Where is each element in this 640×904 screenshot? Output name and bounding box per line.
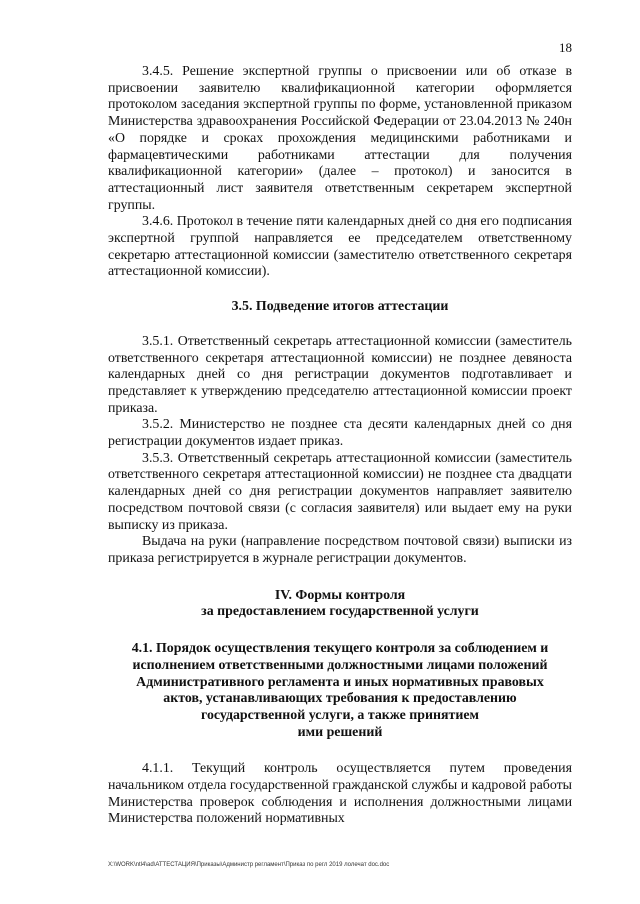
heading-4-1-line4: актов, устанавливающих требования к предоставлению bbox=[163, 691, 517, 707]
heading-4-1-line3: Административного регламента и иных нормативных правовых bbox=[136, 674, 544, 690]
footer-file-path: X:\WORK\ntl4\ad\АТТЕСТАЦИЯ\Приказы\Администр регламент\Приказ по регл 2019 лолечат doc.doc bbox=[108, 862, 390, 868]
paragraph-3-5-3: 3.5.3. Ответственный секретарь аттестационной комиссии (заместитель ответственного секретаря аттестационной комиссии) не позднее ста двадцати календарных дней со дня регистрации документов направляет заявителю посредством почтовой связи (с согласия заявителя) или выдает ему на руки выписку из приказа. bbox=[108, 450, 572, 533]
document-body bbox=[108, 64, 572, 828]
heading-4-1-line2: исполнением ответственными должностными лицами положений bbox=[132, 657, 548, 673]
page-number: 18 bbox=[559, 40, 572, 55]
heading-iv-line2: за предоставлением государственной услуги bbox=[201, 604, 479, 620]
paragraph-4-1-1: 4.1.1. Текущий контроль осуществляется путем проведения начальником отдела государственной гражданской службы и кадровой работы Министерства проверок соблюдения и исполнения должностными лицами Министерства положений нормативных bbox=[108, 761, 572, 827]
heading-4-1-line1: 4.1. Порядок осуществления текущего контроля за соблюдением и bbox=[131, 641, 549, 657]
paragraph-3-4-5: 3.4.5. Решение экспертной группы о присвоении или об отказе в присвоении заявителю квалификационной категории оформляется протоколом заседания экспертной группы по форме, установленной приказом Министерства здравоохранения Российской Федерации от 23.04.2013 № 240н «О порядке и сроках прохождения медицинскими работниками и фармацевтическими работниками аттестации для получения квалификационной категории» (далее – протокол) и заносится в аттестационный лист заявителя ответственным секретарем экспертной группы. bbox=[108, 64, 572, 213]
heading-4-1-line5: государственной услуги, а также принятием bbox=[200, 707, 479, 723]
paragraph-3-4-6: 3.4.6. Протокол в течение пяти календарных дней со дня его подписания экспертной группой направляется ее председателем ответственному секретарю аттестационной комиссии (заместителю ответственного секретаря аттестационной комиссии). bbox=[108, 214, 572, 280]
heading-4-1-line6: ими решений bbox=[297, 724, 383, 740]
heading-iv-line1: IV. Формы контроля bbox=[274, 587, 406, 603]
paragraph-3-5-1: 3.5.1. Ответственный секретарь аттестационной комиссии (заместитель ответственного секретаря аттестационной комиссии) не позднее девяноста календарных дней со дня регистрации документов подготавливает и представляет к утверждению председателю аттестационной комиссии проект приказа. bbox=[108, 333, 572, 416]
paragraph-3-5-2: 3.5.2. Министерство не позднее ста десяти календарных дней со дня регистрации документов издает приказ. bbox=[108, 417, 572, 450]
paragraph-issuance: Выдача на руки (направление посредством почтовой связи) выписки из приказа регистрируется в журнале регистрации документов. bbox=[108, 534, 572, 566]
heading-3-5: 3.5. Подведение итогов аттестации bbox=[231, 299, 449, 315]
